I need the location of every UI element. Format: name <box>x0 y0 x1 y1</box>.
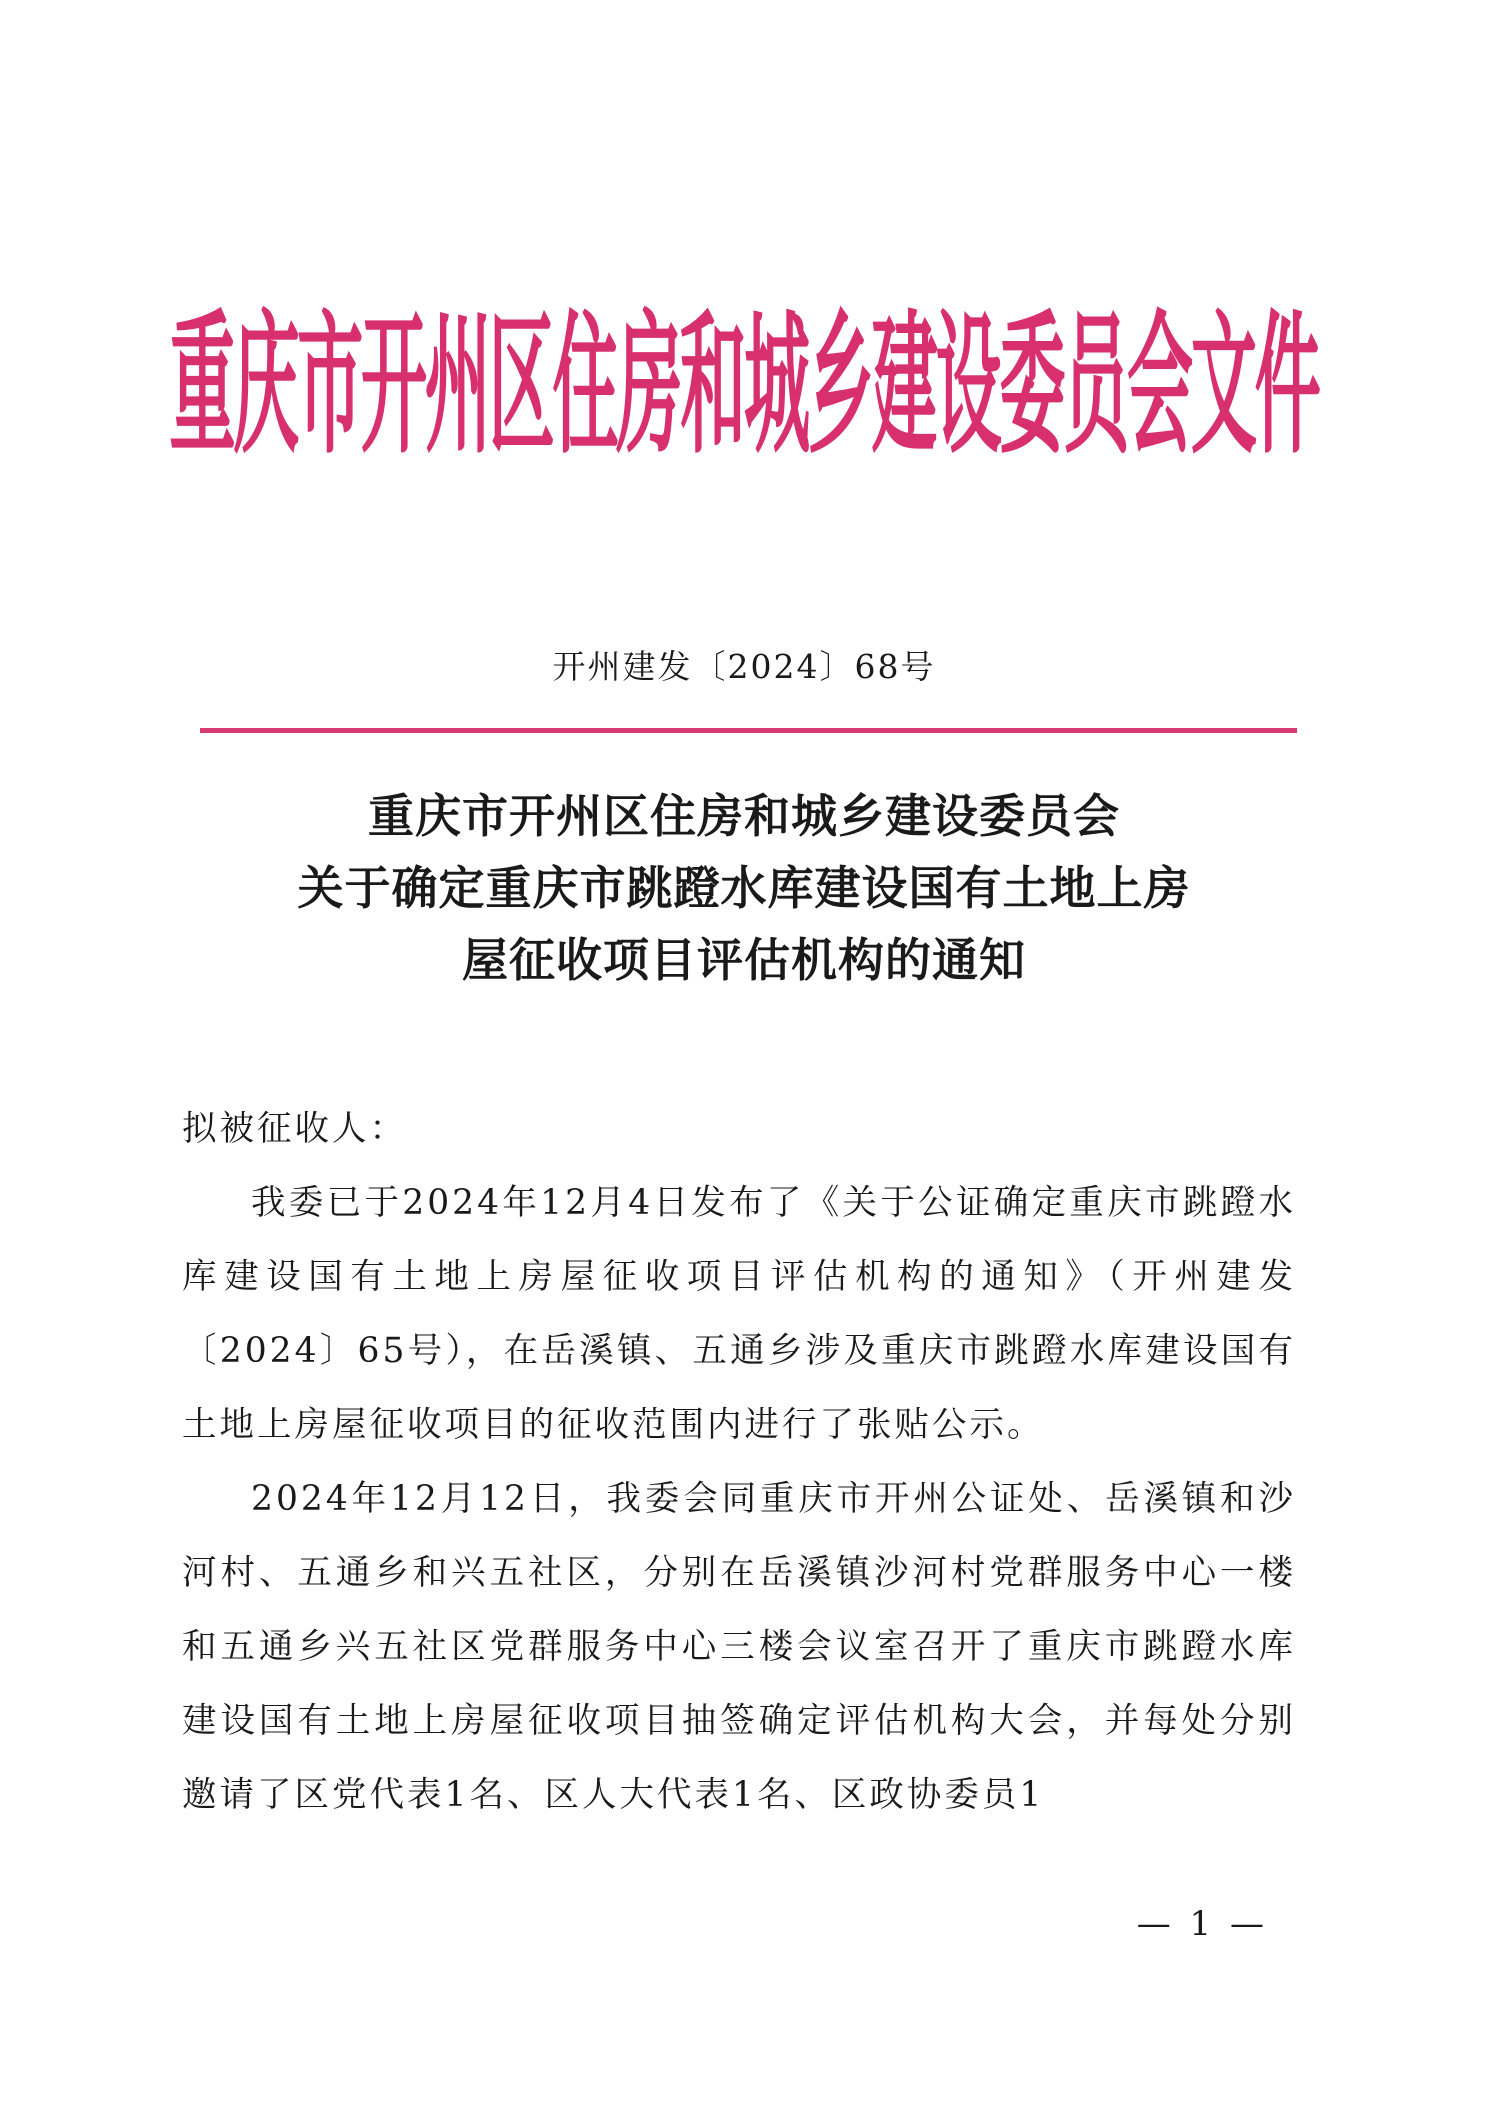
paragraph-2: 2024年12月12日，我委会同重庆市开州公证处、岳溪镇和沙河村、五通乡和兴五社区，分别在岳溪镇沙河村党群服务中心一楼和五通乡兴五社区党群服务中心三楼会议室召开了重庆市跳蹬水库建设国有土地上房屋征收项目抽签确定评估机构大会，并每处分别邀请了区党代表1名、区人大代表1名、区政协委员1 <box>182 1479 1296 1815</box>
body-text <box>182 1092 1296 1832</box>
title-line-1: 重庆市开州区住房和城乡建设委员会 <box>368 789 1120 843</box>
masthead <box>150 270 1338 500</box>
page-number: — 1 — <box>1136 1904 1268 1944</box>
title-line-3: 屋征收项目评估机构的通知 <box>462 933 1026 987</box>
notice-title <box>150 780 1338 996</box>
red-divider-line <box>200 728 1297 733</box>
salutation: 拟被征收人： <box>182 1109 407 1149</box>
title-line-2: 关于确定重庆市跳蹬水库建设国有土地上房 <box>297 861 1191 915</box>
masthead-title: 重庆市开州区住房和城乡建设委员会文件 <box>169 295 1319 475</box>
paragraph-1: 我委已于2024年12月4日发布了《关于公证确定重庆市跳蹬水库建设国有土地上房屋征收项目评估机构的通知》（开州建发〔2024〕65号），在岳溪镇、五通乡涉及重庆市跳蹬水库建设国有土地上房屋征收项目的征收范围内进行了张贴公示。 <box>182 1183 1296 1445</box>
document-number: 开州建发〔2024〕68号 <box>552 647 936 686</box>
